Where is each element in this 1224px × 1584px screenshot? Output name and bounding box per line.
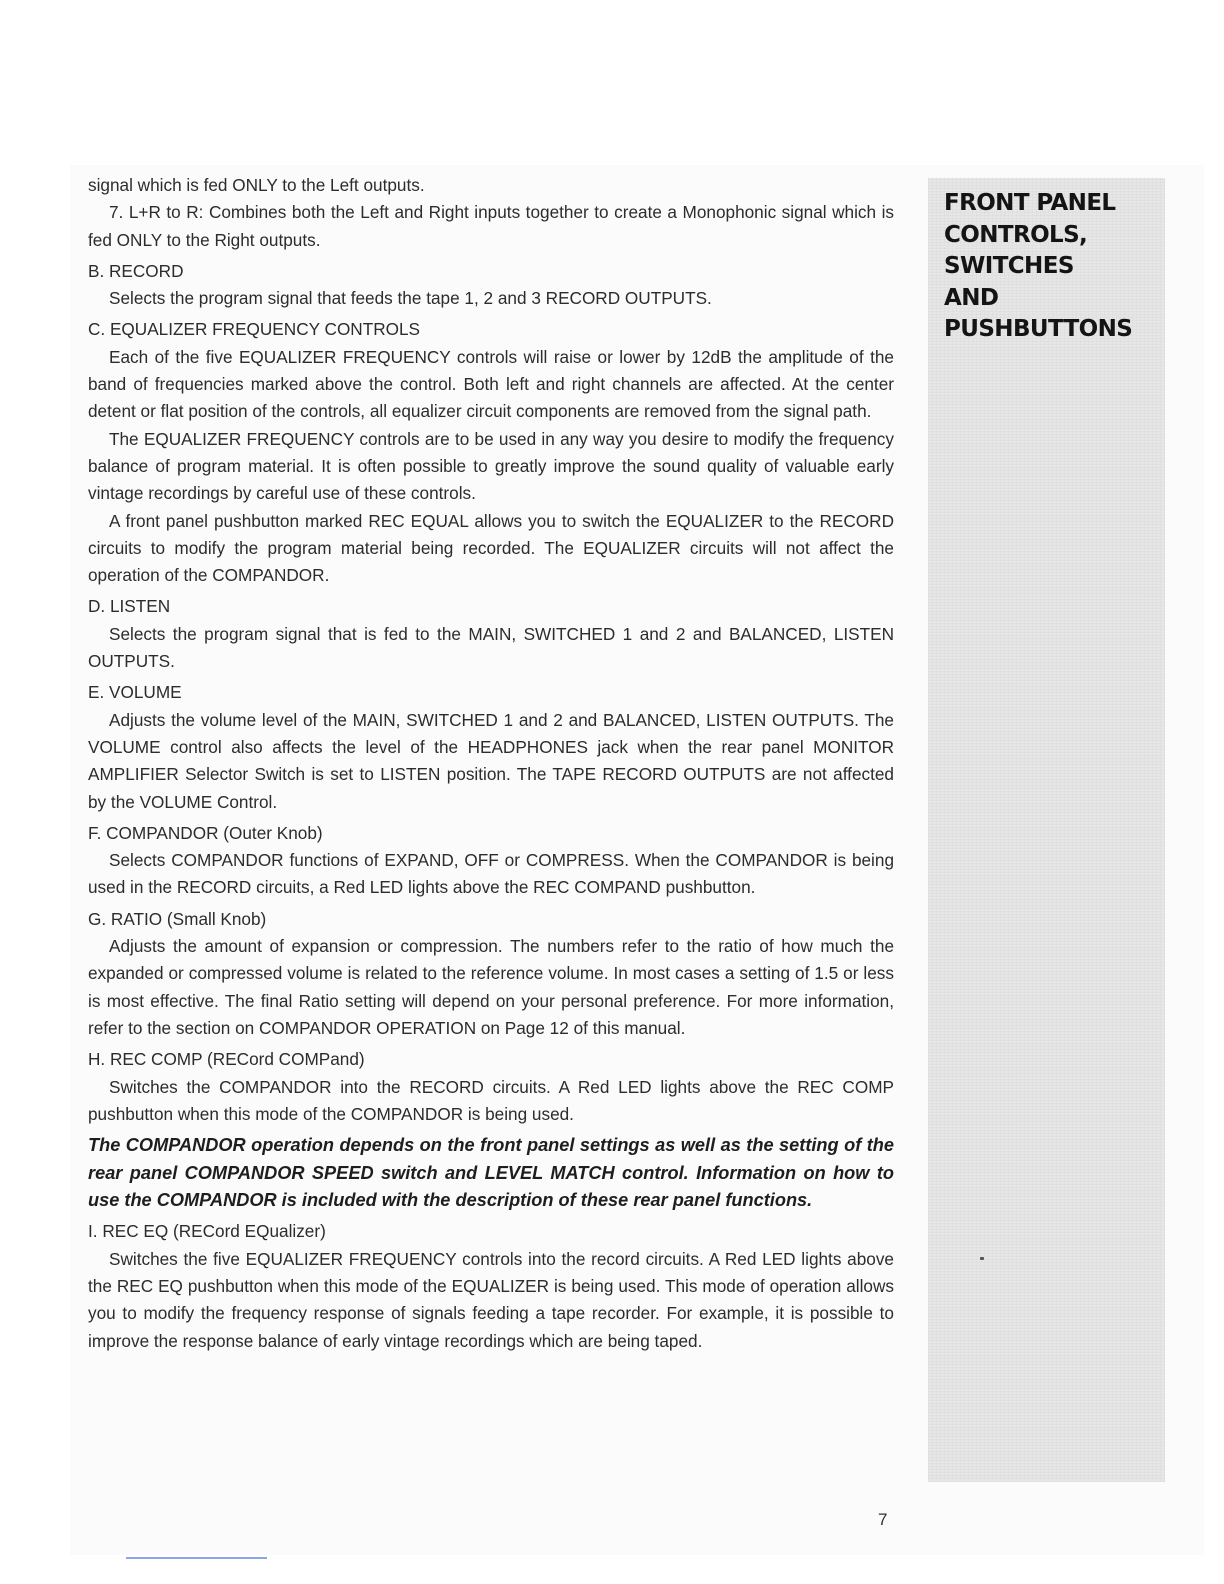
paragraph: Selects COMPANDOR functions of EXPAND, OFF or COMPRESS. When the COMPANDOR is being used in the RECORD circuits, a Red LED lights above the REC COMPAND pushbutton. <box>88 850 894 898</box>
paragraph: Switches the COMPANDOR into the RECORD circuits. A Red LED lights above the REC COMP pushbutton when this mode of the COMPANDOR is being used. <box>88 1076 894 1124</box>
paragraph: Switches the five EQUALIZER FREQUENCY controls into the record circuits. A Red LED lights above the REC EQ pushbutton when this mode of the EQUALIZER is being used. This mode of operation allows you to modify the frequency response of signals feeding a tape recorder. For example, it is possible to improve the response balance of early vintage recordings which are being taped. <box>88 1248 894 1351</box>
sidebar-title <box>944 188 1159 346</box>
sidebar-title-line: AND <box>944 284 999 311</box>
section-heading-i: I. REC EQ (RECord EQualizer) <box>88 1221 326 1242</box>
paragraph: Selects the program signal that feeds the tape 1, 2 and 3 RECORD OUTPUTS. <box>109 288 712 309</box>
section-heading-b: B. RECORD <box>88 260 184 281</box>
paragraph: signal which is fed ONLY to the Left outputs. <box>88 175 425 195</box>
section-heading-e: E. VOLUME <box>88 682 182 703</box>
section-heading-c: C. EQUALIZER FREQUENCY CONTROLS <box>88 319 421 340</box>
scan-speck <box>980 1257 984 1260</box>
footer-rule <box>126 1557 267 1559</box>
paragraph: The EQUALIZER FREQUENCY controls are to be used in any way you desire to modify the frequency balance of program material. It is often possible to greatly improve the sound quality of valuable early vintage recordings by careful use of these controls. <box>88 428 894 504</box>
paragraph: Adjusts the volume level of the MAIN, SWITCHED 1 and 2 and BALANCED, LISTEN OUTPUTS. The VOLUME control also affects the level of the HEADPHONES jack when the rear panel MONITOR AMPLIFIER Selector Switch is set to LISTEN position. The TAPE RECORD OUTPUTS are not affected by the VOLUME Control. <box>88 709 894 812</box>
paragraph: A front panel pushbutton marked REC EQUAL allows you to switch the EQUALIZER to the RECORD circuits to modify the program material being recorded. The EQUALIZER circuits will not affect the operation of the COMPANDOR. <box>88 510 894 586</box>
sidebar-title-line: CONTROLS, <box>944 221 1088 248</box>
section-heading-d: D. LISTEN <box>88 596 171 617</box>
section-heading-h: H. REC COMP (RECord COMPand) <box>88 1049 365 1070</box>
sidebar-title-line: FRONT PANEL <box>944 190 1116 216</box>
sidebar-title-line: PUSHBUTTONS <box>944 316 1133 342</box>
paragraph: Selects the program signal that is fed to the MAIN, SWITCHED 1 and 2 and BALANCED, LISTEN OUTPUTS. <box>88 623 894 672</box>
section-heading-f: F. COMPANDOR (Outer Knob) <box>88 822 323 843</box>
section-heading-g: G. RATIO (Small Knob) <box>88 908 267 929</box>
compandor-note: The COMPANDOR operation depends on the front panel settings as well as the setting of the rear panel COMPANDOR SPEED switch and LEVEL MATCH control. Information on how to use the COMPANDOR is included with the description of these rear panel functions. <box>88 1135 894 1210</box>
paragraph: 7. L+R to R: Combines both the Left and Right inputs together to create a Monophonic signal which is fed ONLY to the Right outputs. <box>88 202 894 250</box>
sidebar-title-line: SWITCHES <box>944 253 1074 279</box>
paragraph: Adjusts the amount of expansion or compression. The numbers refer to the ratio of how much the expanded or compressed volume is related to the reference volume. In most cases a setting of 1.5 or less is most effective. The final Ratio setting will depend on your personal preference. For more information, refer to the section on COMPANDOR OPERATION on Page 12 of this manual. <box>88 936 894 1038</box>
main-text-column <box>88 172 894 1355</box>
page-number: 7 <box>878 1510 888 1529</box>
sidebar-panel <box>928 178 1165 1482</box>
paragraph: Each of the five EQUALIZER FREQUENCY controls will raise or lower by 12dB the amplitude of the band of frequencies marked above the control. Both left and right channels are affected. At the center detent or flat position of the controls, all equalizer circuit components are removed from the signal path. <box>88 346 894 422</box>
